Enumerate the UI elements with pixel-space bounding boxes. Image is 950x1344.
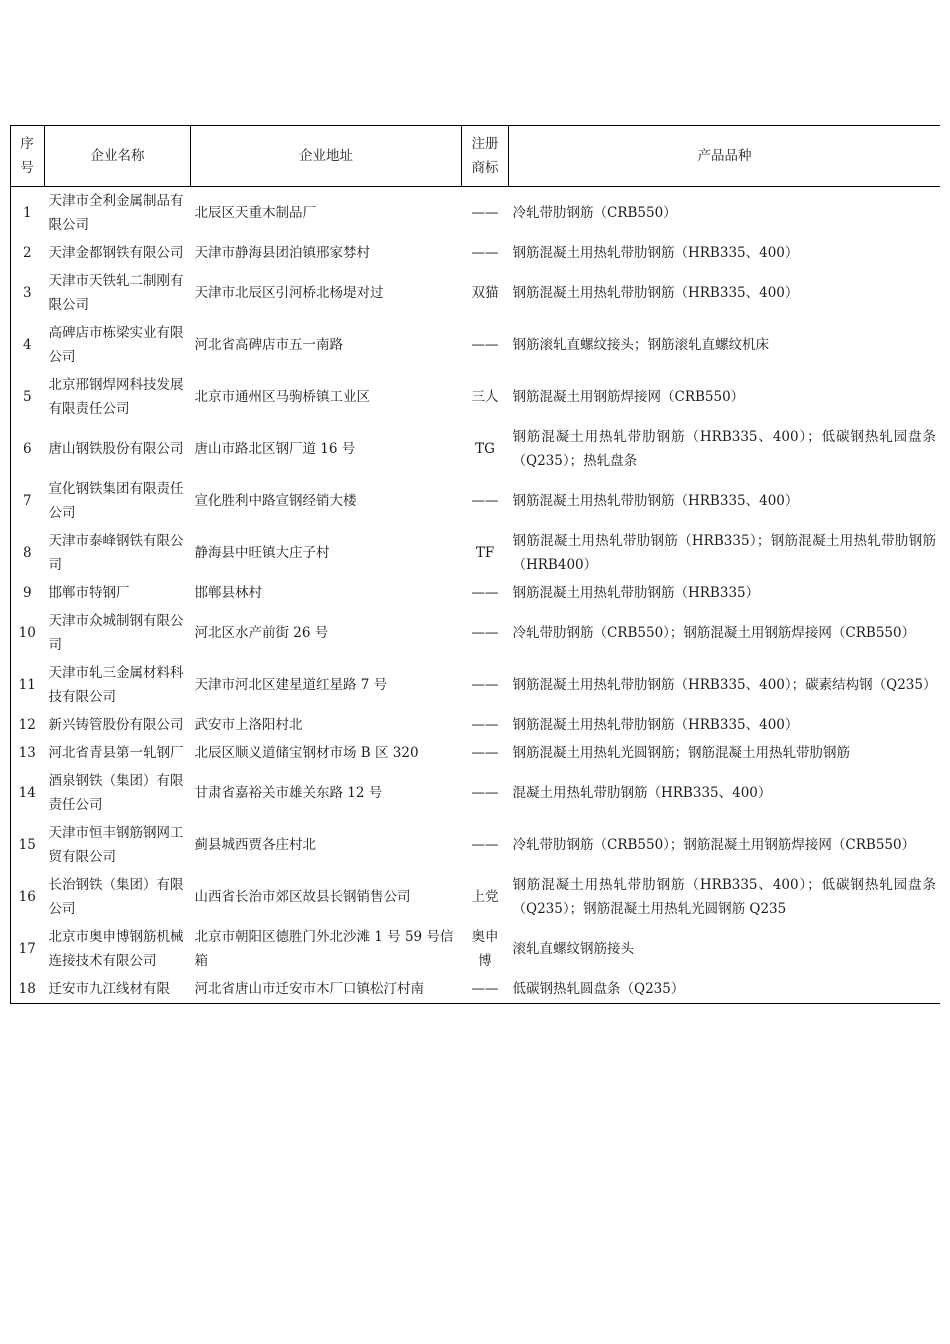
cell-trademark: —— (462, 975, 509, 1004)
cell-address: 天津市静海县团泊镇邢家棼村 (194, 245, 370, 261)
cell-trademark: —— (471, 493, 499, 509)
cell-address: 北京市朝阳区德胜门外北沙滩 1 号 59 号信箱 (194, 929, 454, 969)
cell-name: 天津市全利金属制品有限公司 (48, 193, 184, 233)
table-row (10, 579, 940, 607)
cell-trademark: —— (471, 625, 499, 641)
cell-address: 河北省唐山市迁安市木厂口镇松汀村南 (191, 975, 462, 1004)
cell-address: 宣化胜利中路宣钢经销大楼 (194, 493, 357, 509)
cell-address: 唐山市路北区钢厂道 16 号 (194, 441, 356, 457)
cell-product: 钢筋混凝土用热轧带肋钢筋（HRB335、400） (512, 285, 799, 301)
cell-name: 新兴铸管股份有限公司 (48, 717, 184, 733)
cell-no: 15 (18, 837, 36, 853)
cell-address: 天津市北辰区引河桥北杨堤对过 (194, 285, 384, 301)
cell-name: 酒泉钢铁（集团）有限责任公司 (48, 773, 184, 813)
cell-product: 冷轧带肋钢筋（CRB550）；钢筋混凝土用钢筋焊接网（CRB550） (512, 625, 916, 641)
cell-product: 钢筋混凝土用热轧带肋钢筋（HRB335、400）；低碳钢热轧园盘条（Q235）；热轧盘条 (512, 429, 936, 469)
cell-trademark: —— (471, 205, 499, 221)
table-row (10, 267, 940, 319)
cell-product: 冷轧带肋钢筋（CRB550）；钢筋混凝土用钢筋焊接网（CRB550） (512, 837, 916, 853)
cell-trademark: —— (471, 245, 499, 261)
cell-name: 邯郸市特钢厂 (48, 585, 130, 601)
table-row (10, 423, 940, 475)
table-row (10, 659, 940, 711)
table-row (10, 187, 940, 240)
enterprise-table (10, 125, 940, 1004)
cell-no: 4 (22, 337, 32, 353)
enterprise-table-sheet (10, 125, 940, 1004)
cell-no: 10 (18, 625, 36, 641)
cell-name: 迁安市九江线材有限 (45, 975, 191, 1004)
cell-trademark: 上党 (471, 889, 499, 905)
cell-address: 山西省长治市郊区故县长钢销售公司 (194, 889, 411, 905)
cell-no: 18 (10, 975, 45, 1004)
cell-no: 11 (18, 677, 36, 693)
cell-no: 3 (22, 285, 32, 301)
table-row (10, 923, 940, 975)
cell-trademark: —— (471, 585, 499, 601)
cell-no: 6 (22, 441, 32, 457)
cell-name: 天津市恒丰钢筋钢网工贸有限公司 (48, 825, 184, 865)
table-row (10, 319, 940, 371)
table-row (10, 711, 940, 739)
cell-address: 静海县中旺镇大庄子村 (194, 545, 330, 561)
cell-no: 16 (18, 889, 36, 905)
table-row (10, 607, 940, 659)
cell-name: 天津金都钢铁有限公司 (48, 245, 184, 261)
cell-product: 钢筋混凝土用热轧带肋钢筋（HRB335、400） (512, 493, 799, 509)
header-trademark: 注册商标 (462, 126, 509, 187)
cell-trademark: —— (471, 337, 499, 353)
cell-trademark: TF (475, 545, 495, 561)
cell-no: 13 (18, 745, 36, 761)
cell-product: 钢筋混凝土用钢筋焊接网（CRB550） (512, 389, 745, 405)
cell-address: 北辰区顺义道储宝钢材市场 B 区 320 (194, 745, 419, 761)
cell-address: 河北省高碑店市五一南路 (194, 337, 343, 353)
table-row (10, 871, 940, 923)
cell-address: 北京市通州区马驹桥镇工业区 (194, 389, 370, 405)
table-row (10, 475, 940, 527)
table-left-border (10, 125, 11, 1004)
cell-name: 唐山钢铁股份有限公司 (48, 441, 184, 457)
table-row (10, 239, 940, 267)
cell-address: 武安市上洛阳村北 (194, 717, 303, 733)
cell-product: 钢筋混凝土用热轧带肋钢筋（HRB335、400）；碳素结构钢（Q235） (512, 677, 937, 693)
table-row (10, 739, 940, 767)
cell-name: 天津市轧三金属材料科技有限公司 (48, 665, 184, 705)
cell-product: 钢筋混凝土用热轧带肋钢筋（HRB335） (512, 585, 760, 601)
cell-name: 北京市奥申博钢筋机械连接技术有限公司 (48, 929, 184, 969)
cell-name: 北京邢钢焊网科技发展有限责任公司 (48, 377, 184, 417)
cell-trademark: —— (471, 837, 499, 853)
cell-product: 冷轧带肋钢筋（CRB550） (512, 205, 677, 221)
cell-name: 天津市泰峰钢铁有限公司 (48, 533, 184, 573)
cell-no: 12 (18, 717, 36, 733)
cell-trademark: —— (471, 717, 499, 733)
cell-trademark: 双猫 (471, 285, 499, 301)
cell-product: 滚轧直螺纹钢筋接头 (512, 941, 634, 957)
cell-product: 钢筋混凝土用热轧带肋钢筋（HRB335、400） (512, 245, 799, 261)
cell-product: 低碳钢热轧圆盘条（Q235） (509, 975, 941, 1004)
cell-product: 钢筋混凝土用热轧光圆钢筋；钢筋混凝土用热轧带肋钢筋 (512, 745, 850, 761)
cell-no: 7 (22, 493, 32, 509)
cell-address: 邯郸县林村 (194, 585, 262, 601)
cell-product: 钢筋混凝土用热轧带肋钢筋（HRB335）；钢筋混凝土用热轧带肋钢筋（HRB400） (512, 533, 936, 573)
cell-product: 混凝土用热轧带肋钢筋（HRB335、400） (512, 785, 772, 801)
cell-product: 钢筋滚轧直螺纹接头；钢筋滚轧直螺纹机床 (512, 337, 769, 353)
cell-name: 高碑店市栋梁实业有限公司 (48, 325, 184, 365)
cell-name: 长治钢铁（集团）有限公司 (48, 877, 184, 917)
table-row (10, 527, 940, 579)
table-body (10, 187, 940, 1004)
cell-trademark: —— (471, 677, 499, 693)
cell-address: 北辰区天重木制品厂 (194, 205, 316, 221)
cell-no: 9 (22, 585, 32, 601)
cell-address: 蓟县城西贾各庄村北 (194, 837, 316, 853)
cell-address: 河北区水产前街 26 号 (194, 625, 329, 641)
cell-trademark: 奥申博 (471, 929, 499, 969)
cell-trademark: —— (471, 745, 499, 761)
cell-name: 河北省青县第一轧钢厂 (48, 745, 184, 761)
cell-trademark: TG (475, 441, 495, 457)
header-no: 序号 (10, 126, 45, 187)
cell-name: 宣化钢铁集团有限责任公司 (48, 481, 184, 521)
table-row (10, 819, 940, 871)
table-row (10, 767, 940, 819)
header-address: 企业地址 (191, 126, 462, 187)
header-product: 产品品种 (509, 126, 941, 187)
cell-address: 甘肃省嘉裕关市雄关东路 12 号 (194, 785, 383, 801)
cell-name: 天津市众城制钢有限公司 (48, 613, 184, 653)
cell-no: 1 (22, 205, 32, 221)
cell-no: 8 (22, 545, 32, 561)
cell-trademark: —— (471, 785, 499, 801)
table-row (10, 371, 940, 423)
table-header-row (10, 126, 940, 187)
cell-product: 钢筋混凝土用热轧带肋钢筋（HRB335、400） (512, 717, 799, 733)
cell-no: 2 (22, 245, 32, 261)
header-name: 企业名称 (45, 126, 191, 187)
cell-address: 天津市河北区建星道红星路 7 号 (194, 677, 388, 693)
cell-no: 5 (22, 389, 32, 405)
table-row (10, 975, 940, 1004)
cell-product: 钢筋混凝土用热轧带肋钢筋（HRB335、400）；低碳钢热轧园盘条（Q235）；钢筋混凝土用热轧光圆钢筋 Q235 (512, 877, 936, 917)
cell-trademark: 三人 (471, 389, 499, 405)
cell-name: 天津市天铁轧二制刚有限公司 (48, 273, 184, 313)
cell-no: 14 (18, 785, 36, 801)
cell-no: 17 (18, 941, 36, 957)
